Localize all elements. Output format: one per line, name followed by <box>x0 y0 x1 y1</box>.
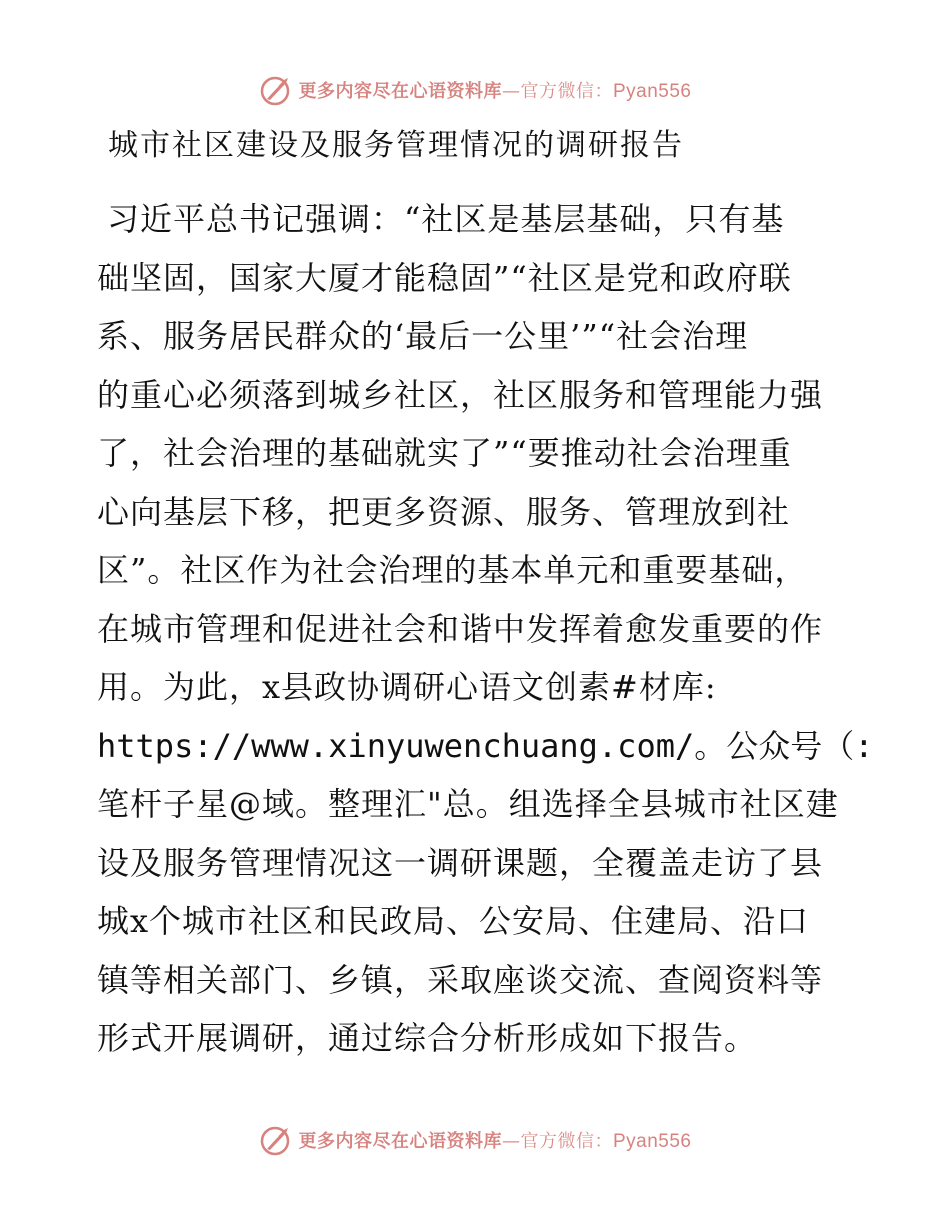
footer-watermark-banner <box>0 1120 950 1160</box>
watermark-brand: 更多内容尽在心语资料库 <box>298 81 502 102</box>
watermark-text <box>298 1127 691 1153</box>
document-body-paragraph <box>97 190 874 1068</box>
watermark-text <box>298 77 691 103</box>
body-line: 区”。社区作为社会治理的基本单元和重要基础， <box>97 551 808 589</box>
watermark-dash: — <box>501 81 521 102</box>
watermark-dash: — <box>501 1131 521 1152</box>
watermark-brand: 更多内容尽在心语资料库 <box>298 1131 502 1152</box>
watermark-wechat-label: 官方微信： <box>520 1131 613 1152</box>
body-line: 的重心必须落到城乡社区，社区服务和管理能力强 <box>97 375 824 414</box>
body-line: 础坚固，国家大厦才能稳固”“社区是党和政府联 <box>97 258 792 297</box>
watermark-content <box>258 72 691 108</box>
watermark-wechat-id: Pyan556 <box>612 1131 692 1152</box>
body-line: 了，社会治理的基础就实了”“要推动社会治理重 <box>97 434 792 472</box>
body-line: 习近平总书记强调：“社区是基层基础，只有基 <box>107 200 785 238</box>
body-line: 城x个城市社区和民政局、公安局、住建局、沿口 <box>97 902 810 940</box>
quill-logo-icon <box>258 72 294 108</box>
body-line: 笔杆子星@域。整理汇"总。组选择全县城市社区建 <box>97 785 839 823</box>
body-line: 心向基层下移，把更多资源、服务、管理放到社 <box>97 492 791 531</box>
body-line-url: https://www.xinyuwenchuang.com/。公众号（: <box>97 726 874 765</box>
watermark-wechat-id: Pyan556 <box>612 81 692 102</box>
watermark-content <box>258 1122 691 1158</box>
body-line: 用。为此，x县政协调研心语文创素#材库: <box>97 668 717 706</box>
body-line: 设及服务管理情况这一调研课题，全覆盖走访了县 <box>97 843 824 882</box>
body-line: 系、服务居民群众的‘最后一公里’”“社会治理 <box>97 317 749 355</box>
body-line: 镇等相关部门、乡镇，采取座谈交流、查阅资料等 <box>97 960 824 999</box>
document-title: 城市社区建设及服务管理情况的调研报告 <box>108 128 684 163</box>
watermark-wechat-label: 官方微信： <box>520 81 613 102</box>
header-watermark-banner <box>0 70 950 110</box>
body-line: 在城市管理和促进社会和谐中发挥着愈发重要的作 <box>97 609 824 648</box>
body-line: 形式开展调研，通过综合分析形成如下报告。 <box>97 1019 758 1057</box>
quill-logo-icon <box>258 1122 294 1158</box>
